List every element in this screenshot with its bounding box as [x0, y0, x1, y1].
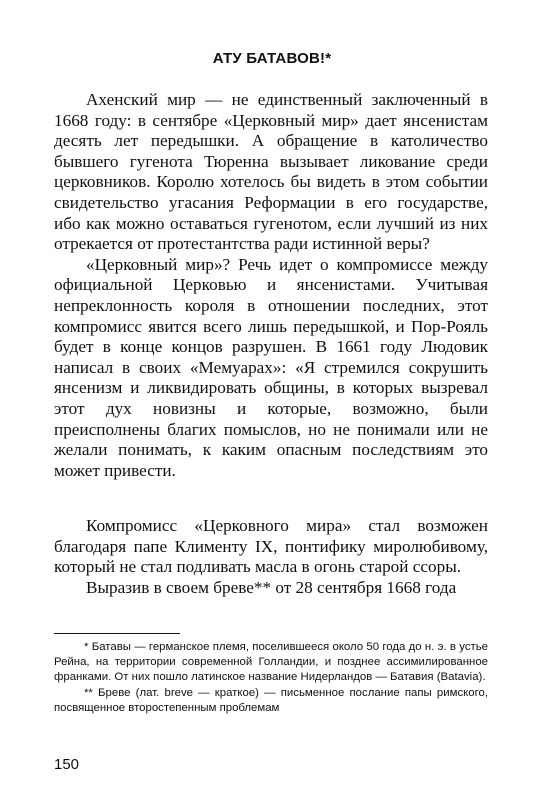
footnotes: [54, 640, 488, 716]
footnote-divider: [54, 633, 180, 634]
footnote: ** Бреве (лат. breve — краткое) — письменное послание папы римского, посвященное второстепенным проблемам: [54, 686, 488, 714]
paragraph: Компромисс «Церковного мира» стал возможен благодаря папе Клименту IX, понтифику миролюбивому, который не стал подливать масла в огонь старой ссоры.: [54, 516, 488, 577]
main-text-block-1: [54, 90, 488, 481]
paragraph: Ахенский мир — не единственный заключенный в 1668 году: в сентябре «Церковный мир» дает янсенистам десять лет передышки. А обращение в католичество бывшего гугенота Тюренна вызывает ликование среди церковников. Королю хотелось бы видеть в этом событии свидетельство угасания Реформации в его государстве, ибо как можно оставаться гугенотом, если лучший из них отрекается от протестантства ради истинной веры?: [54, 90, 488, 254]
footnote: * Батавы — германское племя, поселившееся около 50 года до н. э. в устье Рейна, на территории современной Голландии, и позднее ассимилированное франками. От них пошло латинское название Нидерландов — Батавия (Batavia).: [54, 641, 488, 684]
chapter-title: АТУ БАТАВОВ!*: [212, 50, 332, 67]
paragraph: Выразив в своем бреве** от 28 сентября 1668 года: [86, 577, 457, 597]
paragraph: «Церковный мир»? Речь идет о компромиссе между официальной Церковью и янсенистами. Учитывая непреклонность короля в отношении последних, этот компромисс явится всего лишь передышкой, и Пор-Рояль будет в конце концов разрушен. В 1661 году Людовик написал в своих «Мемуарах»: «Я стремился сокрушить янсенизм и ликвидировать общины, в которых вызревал этот дух новизны и которые, возможно, были преисполнены благих помыслов, но не понимали или не желали понимать, к каким опасным последствиям это может привести.: [54, 254, 488, 480]
main-text-block-2: [54, 516, 488, 598]
page-number: 150: [54, 756, 80, 773]
